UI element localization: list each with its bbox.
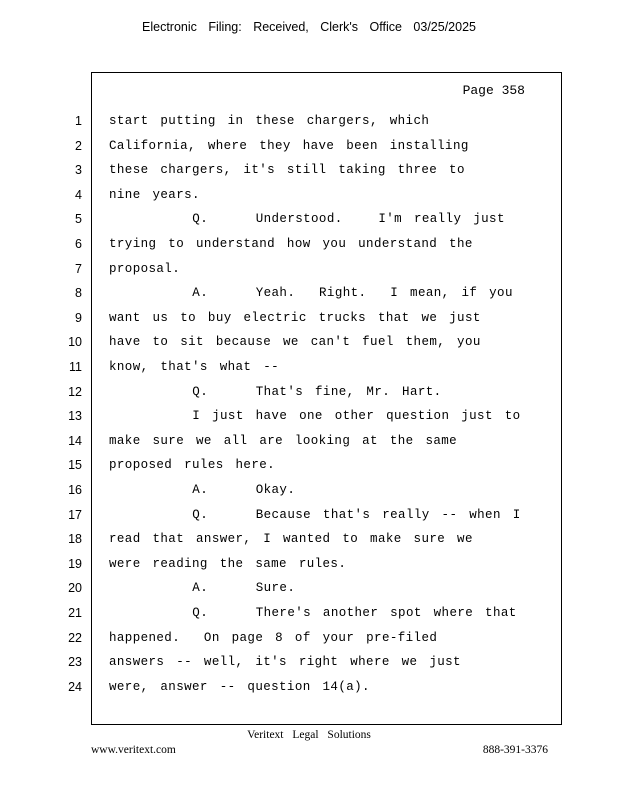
page-number: Page 358: [462, 83, 525, 98]
line-number: 15: [68, 458, 82, 473]
line-number: 10: [68, 335, 82, 350]
line-number: 17: [68, 507, 82, 522]
transcript-line: want us to buy electric trucks that we just: [109, 310, 481, 325]
transcript-line: Q. Because that's really -- when I: [109, 507, 521, 522]
transcript-line: were, answer -- question 14(a).: [109, 679, 370, 694]
line-number: 14: [68, 433, 82, 448]
line-number: 21: [68, 606, 82, 620]
transcript-line: Q. That's fine, Mr. Hart.: [109, 384, 442, 399]
footer-phone: 888-391-3376: [482, 744, 548, 756]
transcript-line: answers -- well, it's right where we just: [109, 655, 461, 670]
transcript-line: know, that's what --: [109, 360, 280, 374]
line-number: 6: [75, 237, 82, 251]
transcript-line: make sure we all are looking at the same: [109, 433, 458, 448]
line-number: 24: [68, 679, 82, 694]
transcript-line: nine years.: [109, 187, 200, 202]
transcript-line: A. Sure.: [109, 581, 296, 596]
line-number: 22: [68, 630, 82, 645]
line-number: 16: [68, 483, 82, 497]
transcript-line: start putting in these chargers, which: [109, 114, 430, 128]
transcript-line: A. Yeah. Right. I mean, if you: [109, 286, 513, 301]
transcript-line: proposal.: [109, 261, 181, 276]
transcript-line: I just have one other question just to: [109, 409, 521, 424]
transcript-line: A. Okay.: [109, 483, 296, 497]
line-number: 1: [75, 114, 82, 128]
transcript-line: California, where they have been installing: [109, 138, 469, 153]
footer-website: www.veritext.com: [91, 744, 176, 756]
transcript-line: have to sit because we can't fuel them, you: [109, 335, 481, 350]
transcript-line: trying to understand how you understand the: [109, 237, 473, 251]
transcript-line: proposed rules here.: [109, 458, 276, 473]
line-number: 13: [68, 409, 82, 424]
transcript-line: happened. On page 8 of your pre-filed: [109, 630, 438, 645]
line-number: 5: [75, 212, 82, 227]
line-number: 19: [68, 556, 82, 571]
line-number: 11: [69, 360, 82, 374]
transcript-line: were reading the same rules.: [109, 556, 347, 571]
line-number: 2: [75, 138, 82, 153]
transcript-line: read that answer, I wanted to make sure we: [109, 532, 473, 547]
filing-header: Electronic Filing: Received, Clerk's Office 03/25/2025: [142, 20, 476, 34]
footer-company: Veritext Legal Solutions: [247, 729, 371, 741]
line-number: 18: [68, 532, 82, 547]
line-number: 20: [68, 581, 82, 596]
line-number: 8: [75, 286, 82, 301]
line-number: 7: [75, 261, 82, 276]
line-number: 9: [75, 310, 82, 325]
line-number: 3: [75, 163, 82, 178]
line-number: 23: [68, 655, 82, 670]
transcript-line: Q. There's another spot where that: [109, 606, 517, 620]
transcript-line: these chargers, it's still taking three to: [109, 163, 465, 178]
line-number: 4: [75, 187, 82, 202]
line-number: 12: [68, 384, 82, 399]
transcript-line: Q. Understood. I'm really just: [109, 212, 505, 227]
